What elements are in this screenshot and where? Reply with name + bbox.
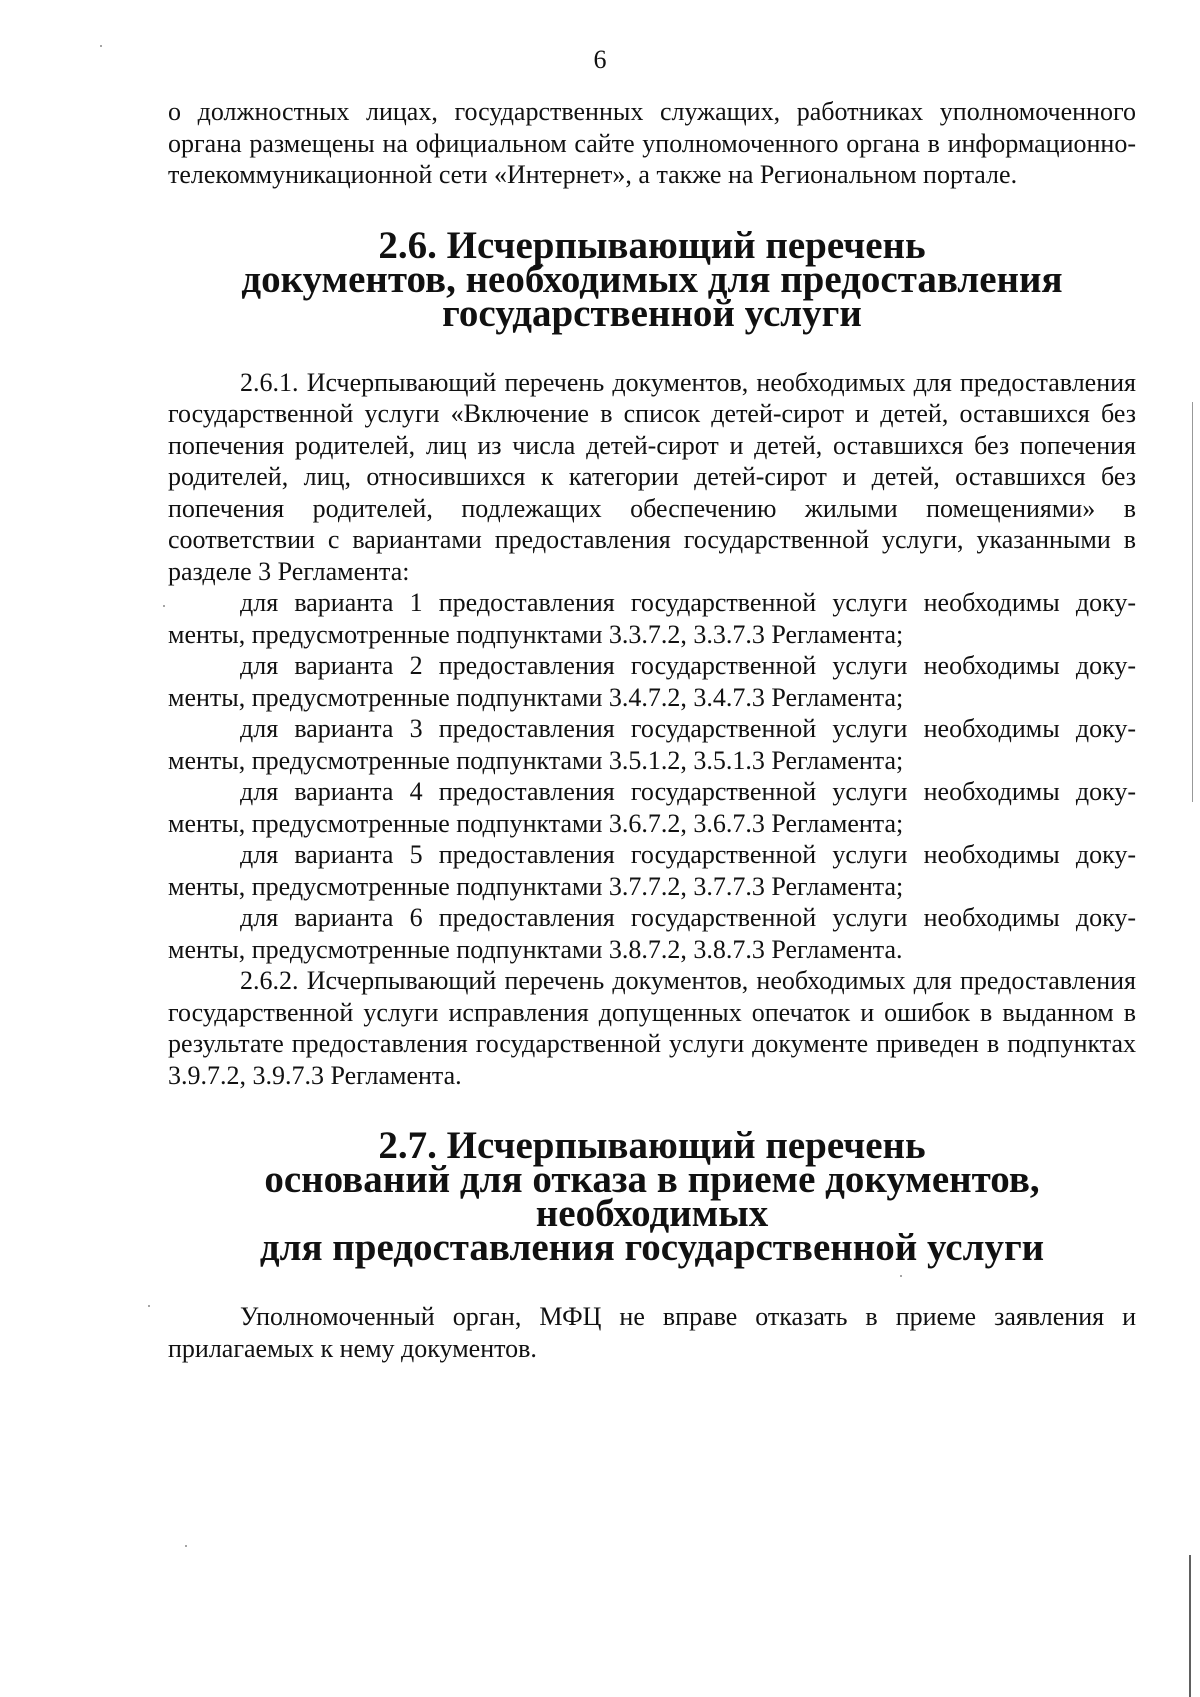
section-2-6-heading-line: документов, необходимых для предоставления [241, 257, 1063, 301]
scan-speck [163, 605, 165, 607]
section-2-7-heading-line: 2.7. Исчерпывающий перечень [378, 1124, 926, 1167]
scan-speck [100, 45, 102, 47]
section-2-6-heading [168, 223, 1136, 335]
variant-1-paragraph: для варианта 1 предоставления государственной услуги необходимы документы, предусмотренные подпунктами 3.3.7.2, 3.3.7.3 Регламента; [168, 588, 1136, 649]
scan-edge-mark [1192, 402, 1193, 802]
variant-6-paragraph: для варианта 6 предоставления государственной услуги необходимы документы, предусмотренные подпунктами 3.8.7.2, 3.8.7.3 Регламента. [168, 903, 1136, 964]
scan-speck [148, 1305, 150, 1307]
scan-speck [900, 1275, 902, 1277]
paragraph-2-6-1: 2.6.1. Исчерпывающий перечень документов, необходимых для предоставления государственной услуги «Включение в список детей-сирот и детей, оставшихся без попечения родителей, лиц из числа детей-сирот и детей, оставшихся без попечения родителей, лиц, относившихся к категории детей-сирот и детей, оставшихся без попечения родителей, подлежащих обеспечению жилыми помещениями» в соответствии с вариантами предоставления государственной услуги, указанными в разделе 3 Регламента: [168, 367, 1136, 586]
intro-paragraph: о должностных лицах, государственных служащих, работниках уполномоченного органа размещены на официальном сайте уполномоченного органа в информационно-телекоммуникационной сети «Интернет», а также на Региональном портале. [168, 97, 1136, 189]
section-2-6-heading-line: государственной услуги [442, 291, 862, 335]
paragraph-2-6-2: 2.6.2. Исчерпывающий перечень документов, необходимых для предоставления государственной услуги исправления допущенных опечаток и ошибок в выданном в результате предоставления государственной услуги документе приведен в подпунктах 3.9.7.2, 3.9.7.3 Регламента. [168, 966, 1136, 1090]
scan-edge-mark [1189, 1555, 1191, 1697]
scan-speck [185, 1545, 187, 1547]
section-2-7-heading-line: оснований для отказа в приеме документов, необходимых [264, 1158, 1040, 1235]
section-2-6-heading-line: 2.6. Исчерпывающий перечень [378, 223, 926, 267]
paragraph-2-7: Уполномоченный орган, МФЦ не вправе отказать в приеме заявления и прилагаемых к нему документов. [168, 1302, 1136, 1363]
variant-5-paragraph: для варианта 5 предоставления государственной услуги необходимы документы, предусмотренные подпунктами 3.7.7.2, 3.7.7.3 Регламента; [168, 840, 1136, 901]
section-2-7-heading-line: для предоставления государственной услуги [259, 1226, 1045, 1269]
variant-3-paragraph: для варианта 3 предоставления государственной услуги необходимы документы, предусмотренные подпунктами 3.5.1.2, 3.5.1.3 Регламента; [168, 714, 1136, 775]
variant-2-paragraph: для варианта 2 предоставления государственной услуги необходимы документы, предусмотренные подпунктами 3.4.7.2, 3.4.7.3 Регламента; [168, 651, 1136, 712]
page-number: 6 [593, 45, 607, 74]
section-2-7-heading [168, 1124, 1136, 1269]
variant-4-paragraph: для варианта 4 предоставления государственной услуги необходимы документы, предусмотренные подпунктами 3.6.7.2, 3.6.7.3 Регламента; [168, 777, 1136, 838]
document-body [168, 96, 1136, 1364]
